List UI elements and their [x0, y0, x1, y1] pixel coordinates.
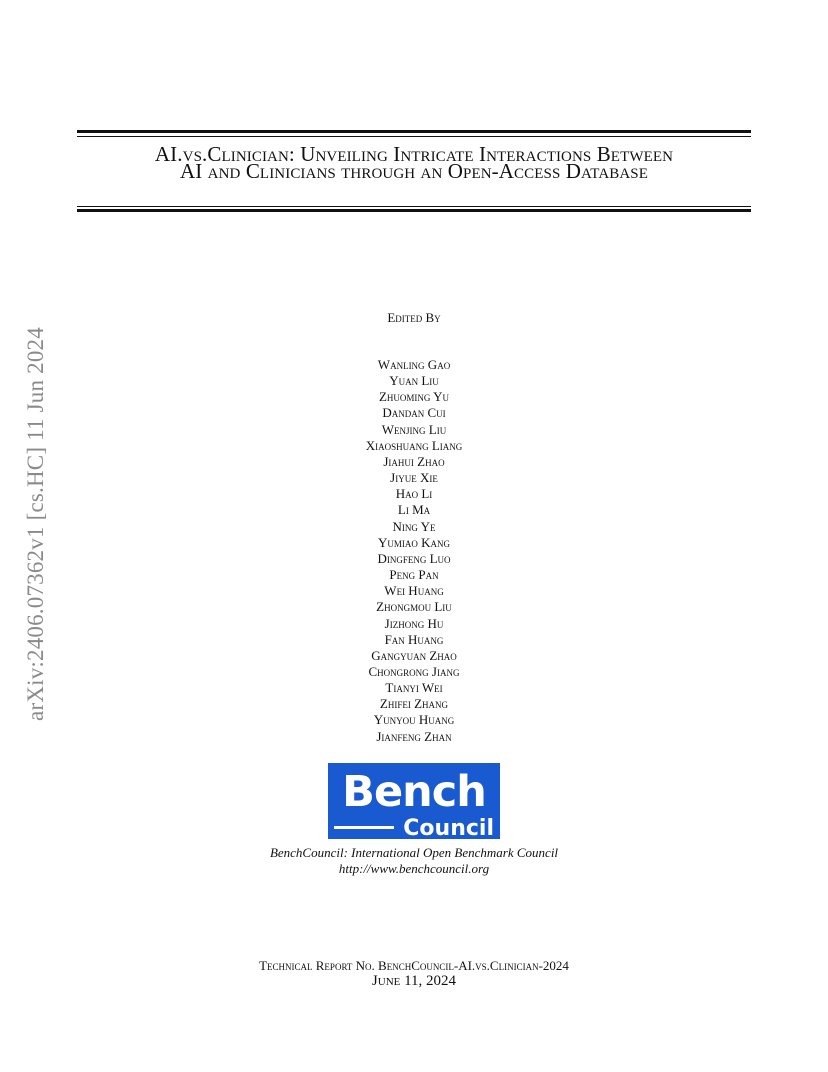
title-rule-top-thick [77, 130, 751, 133]
organization-name: BenchCouncil: International Open Benchmark Council [269, 845, 559, 860]
edited-by-heading: Edited By [387, 310, 441, 325]
title-rule-top-thin [77, 136, 751, 137]
author-name: Jianfeng Zhan [376, 728, 452, 744]
logo-word-bench: Bench [342, 767, 486, 817]
author-name: Yunyou Huang [373, 712, 455, 728]
author-name: Jiyue Xie [390, 470, 438, 486]
author-name: Jizhong Hu [384, 615, 444, 631]
author-name: Ning Ye [392, 518, 436, 534]
report-title-line-2: AI and Clinicians through an Open-Access Database [179, 159, 649, 183]
author-name: Yuan Liu [389, 373, 439, 389]
benchcouncil-logo-graphic [328, 763, 500, 839]
author-name: Zhifei Zhang [379, 696, 449, 712]
author-name: Peng Pan [389, 567, 439, 583]
author-name: Chongrong Jiang [368, 663, 460, 679]
report-title [77, 142, 751, 183]
benchcouncil-logo [328, 763, 500, 839]
author-name: Hao Li [395, 486, 433, 502]
author-name: Dandan Cui [382, 405, 446, 421]
author-name: Li Ma [397, 502, 431, 518]
author-name: Tianyi Wei [385, 680, 443, 696]
author-name: Wei Huang [384, 583, 444, 599]
author-name: Gangyuan Zhao [371, 647, 457, 663]
technical-report-number: Technical Report No. BenchCouncil-AI.vs.Clinician-2024 [259, 958, 569, 973]
author-name: Xiaoshuang Liang [365, 437, 463, 453]
arxiv-identifier-stamp: arXiv:2406.07362v1 [cs.HC] 11 Jun 2024 [23, 327, 48, 721]
author-list [0, 357, 828, 745]
logo-word-council: Council [403, 816, 494, 839]
author-name: Wanling Gao [377, 357, 451, 372]
author-name: Dingfeng Luo [377, 550, 451, 566]
author-name: Zhuoming Yu [378, 389, 450, 405]
technical-report-date: June 11, 2024 [371, 973, 457, 989]
title-rule-bottom-thick [77, 209, 751, 212]
author-name: Zhongmou Liu [376, 599, 452, 615]
author-name: Yumiao Kang [377, 534, 451, 550]
author-name: Fan Huang [384, 631, 444, 647]
author-name: Jiahui Zhao [383, 453, 445, 469]
report-title-line-1: AI.vs.Clinician: Unveiling Intricate Interactions Between [154, 142, 674, 166]
organization-url: http://www.benchcouncil.org [338, 861, 490, 876]
title-rule-bottom-thin [77, 206, 751, 207]
author-name: Wenjing Liu [381, 421, 447, 437]
logo-underline-bar [334, 826, 394, 829]
